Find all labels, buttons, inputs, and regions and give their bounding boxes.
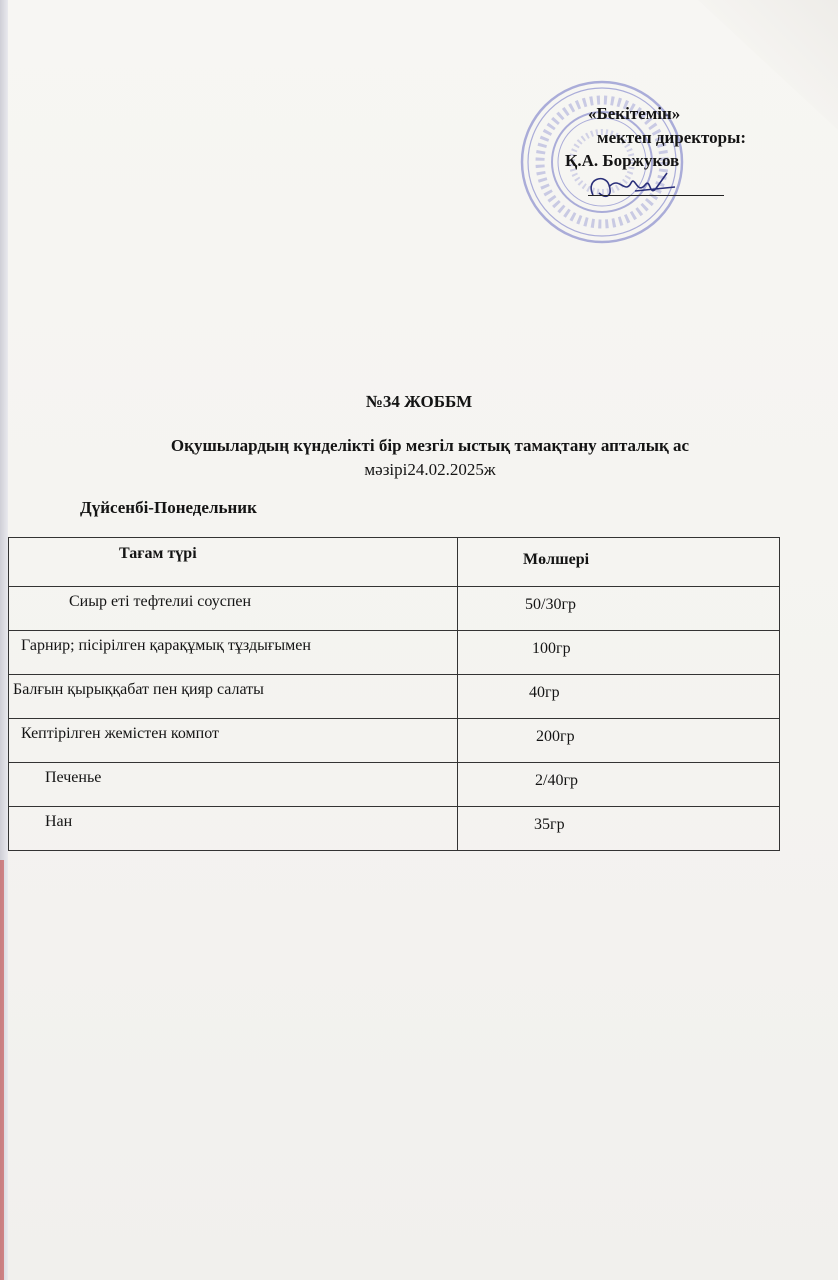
header-dish: Тағам түрі xyxy=(9,538,458,587)
dish-cell: Сиыр еті тефтелиі соуспен xyxy=(9,587,458,631)
dish-cell: Гарнир; пісірілген қарақұмық тұздығымен xyxy=(9,631,458,675)
table-row xyxy=(9,675,780,719)
subtitle-text: Оқушылардың күнделікті бір мезгіл ыстық тамақтану апталық ас xyxy=(170,436,690,455)
scan-red-edge xyxy=(0,860,4,1280)
menu-subtitle xyxy=(90,434,770,482)
table-row xyxy=(9,719,780,763)
page-corner-fold xyxy=(698,0,838,130)
header-amount: Мөлшері xyxy=(458,538,780,587)
table-row xyxy=(9,631,780,675)
subtitle-line2: мәзірі24.02.2025ж xyxy=(364,460,496,479)
approval-line-1: «Бекітемін» xyxy=(588,104,681,123)
dish-cell: Печенье xyxy=(9,763,458,807)
dish-cell: Нан xyxy=(9,807,458,851)
amount-cell: 50/30гр xyxy=(458,587,780,631)
amount-cell: 35гр xyxy=(458,807,780,851)
amount-cell: 40гр xyxy=(458,675,780,719)
table-row xyxy=(9,763,780,807)
menu-date: 24.02.2025ж xyxy=(407,460,496,479)
signature-line xyxy=(588,195,724,196)
approval-director-name: Қ.А. Боржуков xyxy=(565,151,680,170)
dish-cell: Кептірілген жемістен компот xyxy=(9,719,458,763)
signature-icon xyxy=(575,165,685,203)
menu-table xyxy=(8,537,780,851)
approval-line-2: мектеп директоры: xyxy=(597,128,747,147)
table-row xyxy=(9,587,780,631)
school-title: №34 ЖОББМ xyxy=(365,392,473,411)
amount-cell: 100гр xyxy=(458,631,780,675)
amount-cell: 2/40гр xyxy=(458,763,780,807)
dish-cell: Балғын қырыққабат пен қияр салаты xyxy=(9,675,458,719)
day-heading: Дүйсенбі-Понедельник xyxy=(80,498,257,517)
amount-cell: 200гр xyxy=(458,719,780,763)
table-header-row xyxy=(9,538,780,587)
table-row xyxy=(9,807,780,851)
